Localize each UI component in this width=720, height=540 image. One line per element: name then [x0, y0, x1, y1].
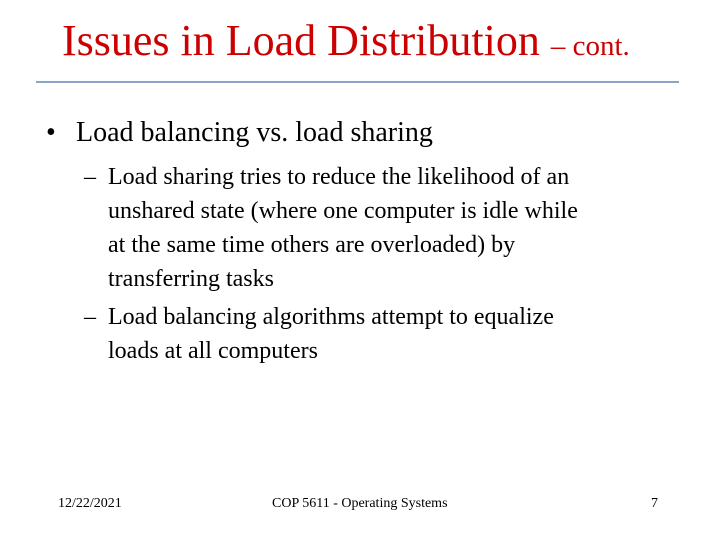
sub-bullet-line: Load sharing tries to reduce the likelihood of an	[108, 164, 570, 190]
slide-title-main: Issues in Load Distribution	[62, 16, 540, 65]
sub-bullet-dash: –	[84, 304, 96, 330]
footer-course: COP 5611 - Operating Systems	[272, 496, 448, 511]
slide-title	[62, 14, 702, 73]
footer-date: 12/22/2021	[58, 496, 122, 511]
sub-bullet-line: transferring tasks	[108, 266, 274, 292]
main-bullet-text: Load balancing vs. load sharing	[76, 117, 433, 148]
title-divider	[36, 81, 679, 83]
sub-bullet-line: unshared state (where one computer is idle while	[108, 198, 578, 224]
sub-bullet-load-balancing	[84, 300, 684, 368]
sub-bullet-line: at the same time others are overloaded) by	[108, 232, 516, 258]
sub-bullet-line: Load balancing algorithms attempt to equalize	[108, 304, 554, 330]
sub-bullet-load-sharing	[84, 160, 684, 296]
bullet-dot-icon: •	[46, 117, 56, 148]
footer-page-number: 7	[651, 496, 658, 511]
sub-bullet-dash: –	[84, 164, 96, 190]
main-bullet	[46, 115, 433, 151]
slide-title-suffix: – cont.	[550, 30, 630, 62]
sub-bullet-line: loads at all computers	[108, 338, 318, 364]
